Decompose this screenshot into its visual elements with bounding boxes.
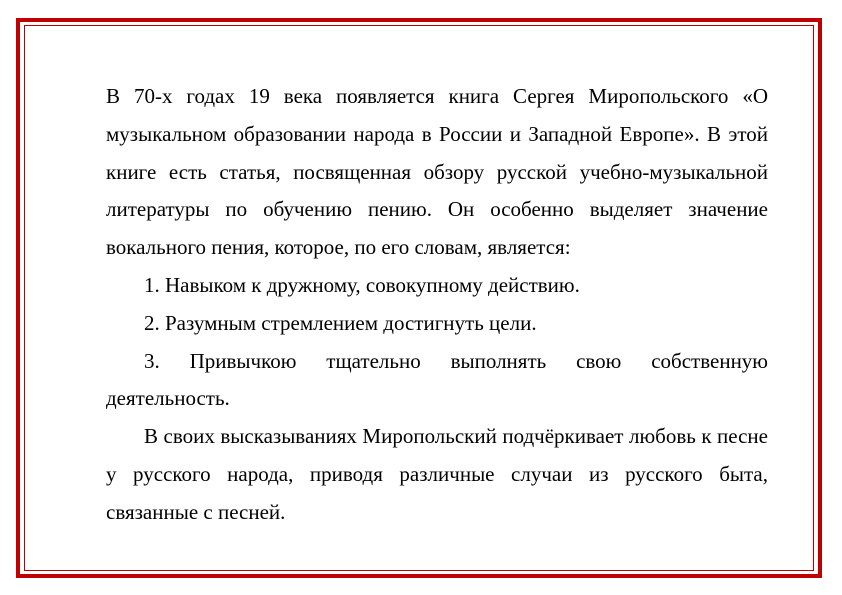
intro-paragraph: В 70-х годах 19 века появляется книга Сергея Миропольского «О музыкальном образовании народа в России и Западной Европе». В этой книге есть статья, посвященная обзору русской учебно-музыкальной литературы по обучению пению. Он особенно выделяет значение вокального пения, которое, по его словам, является: — [106, 84, 768, 260]
list-item-3: 3. Привычкою тщательно выполнять свою собственную деятельность. — [106, 348, 768, 411]
slide-text-body — [106, 78, 768, 532]
list-item-2: 2. Разумным стремлением достигнуть цели. — [144, 310, 537, 335]
list-item-1: 1. Навыком к дружному, совокупному действию. — [144, 272, 580, 297]
closing-paragraph: В своих высказываниях Миропольский подчёркивает любовь к песне у русского народа, приводя различные случаи из русского быта, связанные с песней. — [106, 424, 768, 524]
